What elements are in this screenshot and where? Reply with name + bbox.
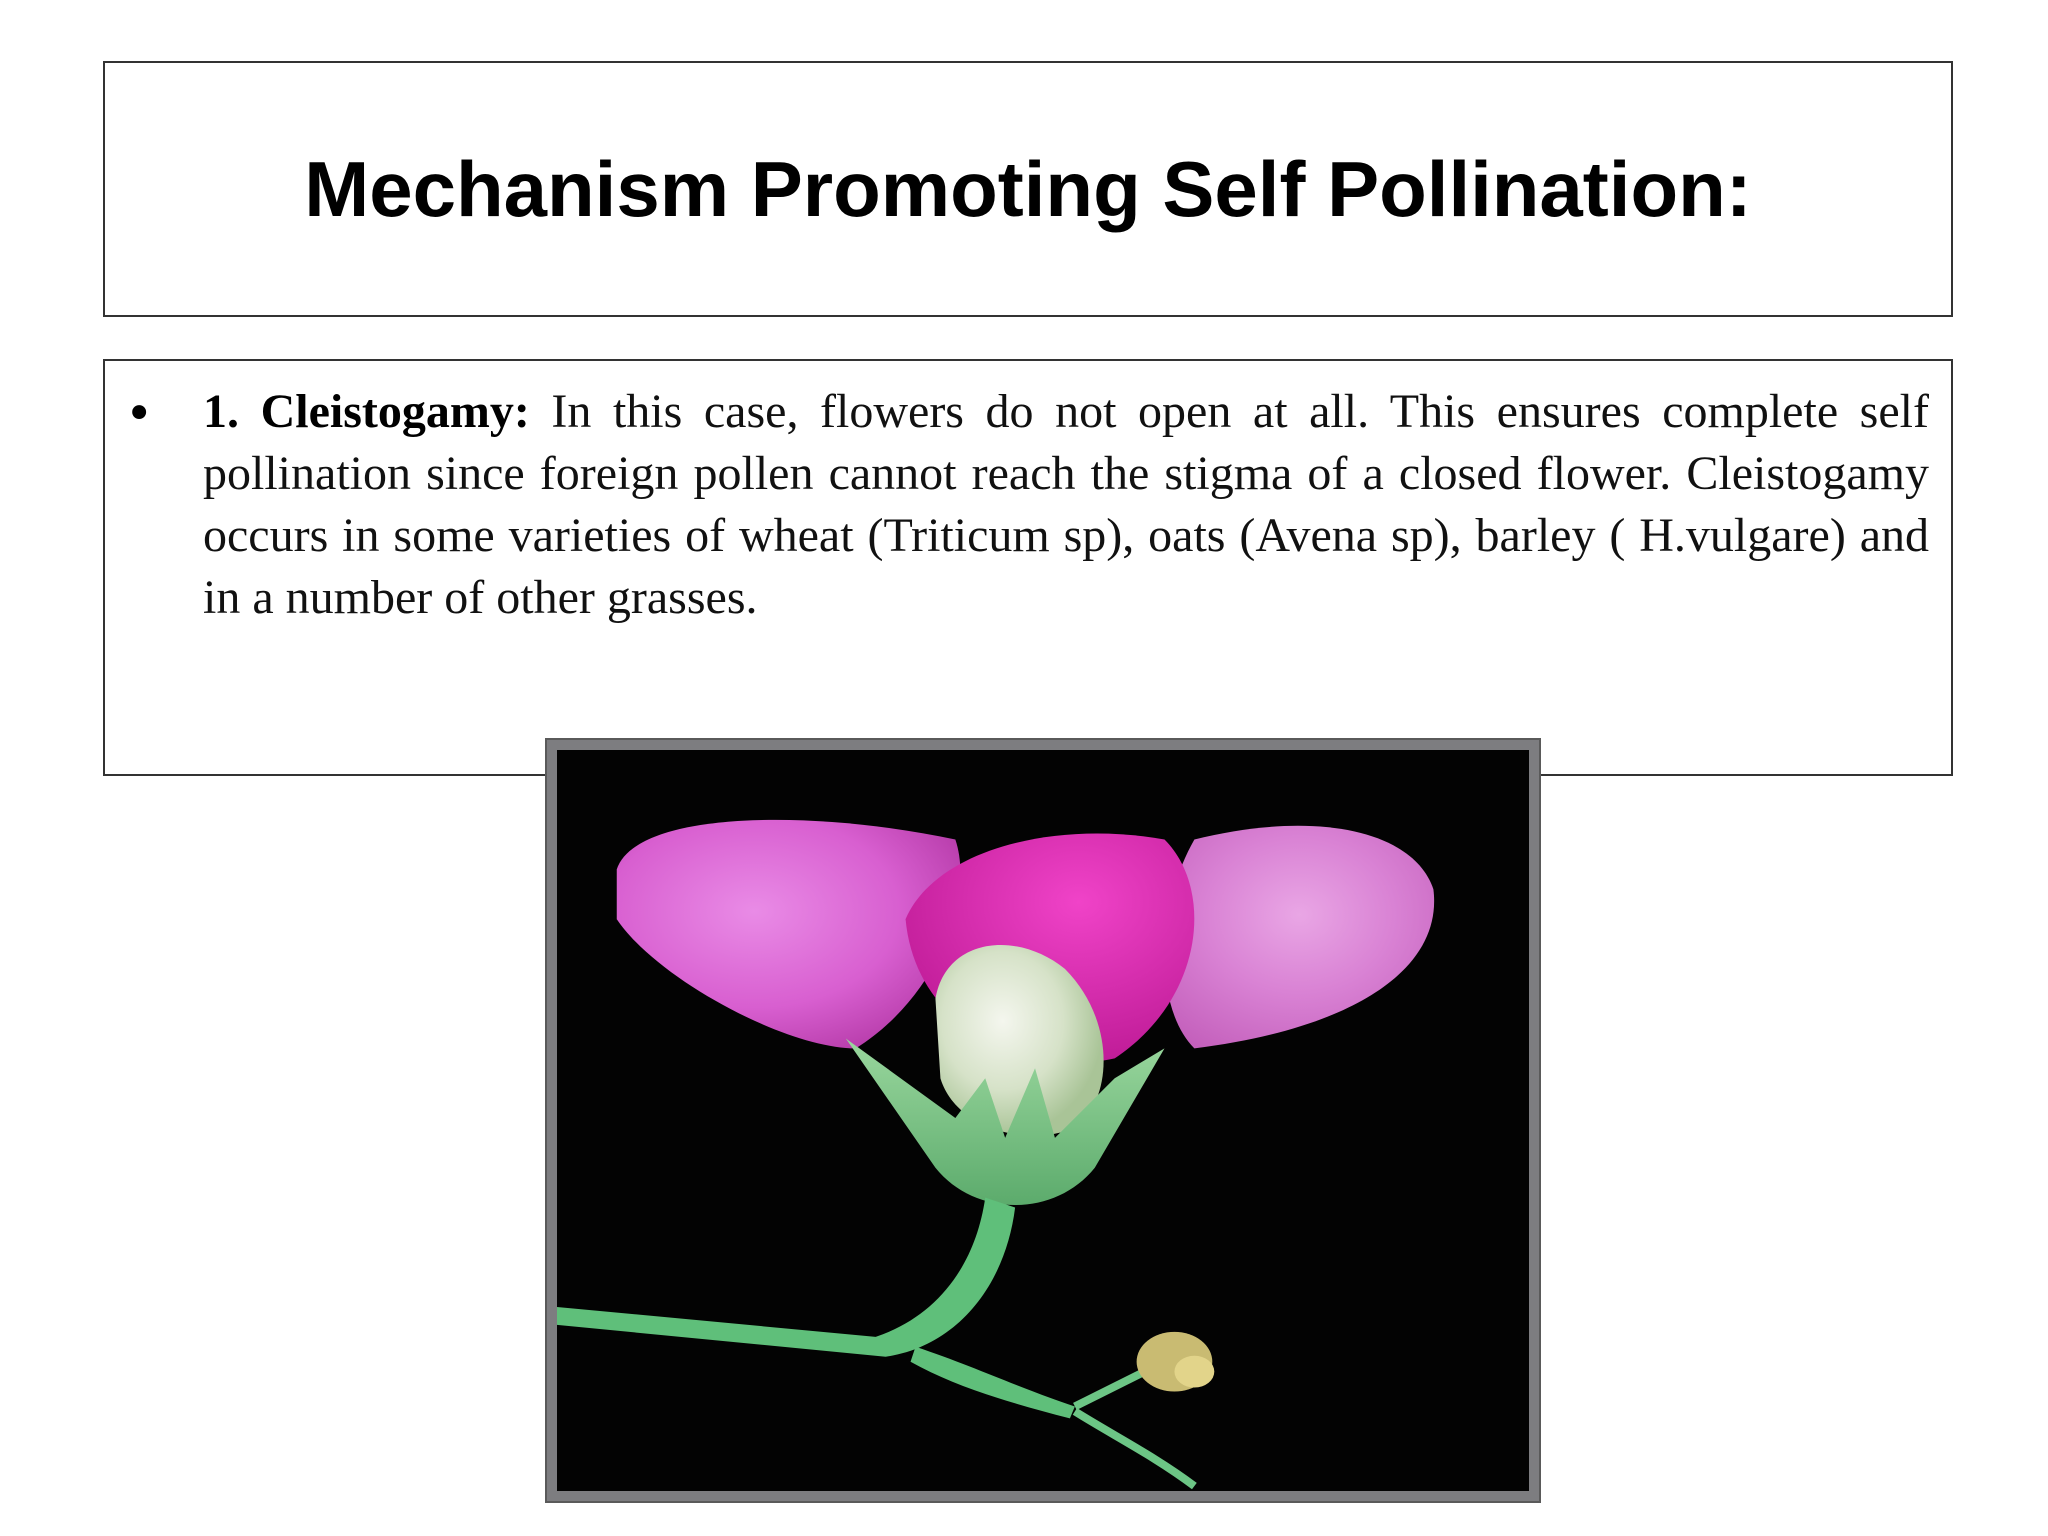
flower-photo-frame [545, 738, 1541, 1503]
item-text: In this case, flowers do not open at all. This ensures complete self pollination since foreign pollen cannot reach the stigma of a closed flower. Cleistogamy occurs in some varieties of wheat (Triticum sp), oats (Avena sp), barley ( H.vulgare) and in a number of other grasses. [203, 385, 1929, 624]
bullet-icon: • [125, 386, 154, 442]
item-heading: 1. Cleistogamy: [203, 385, 530, 438]
title-box [103, 61, 1953, 317]
bullet-paragraph [203, 381, 1929, 629]
slide-title: Mechanism Promoting Self Pollination: [304, 144, 1752, 233]
flower-photo [557, 750, 1529, 1491]
content-box [103, 359, 1953, 776]
